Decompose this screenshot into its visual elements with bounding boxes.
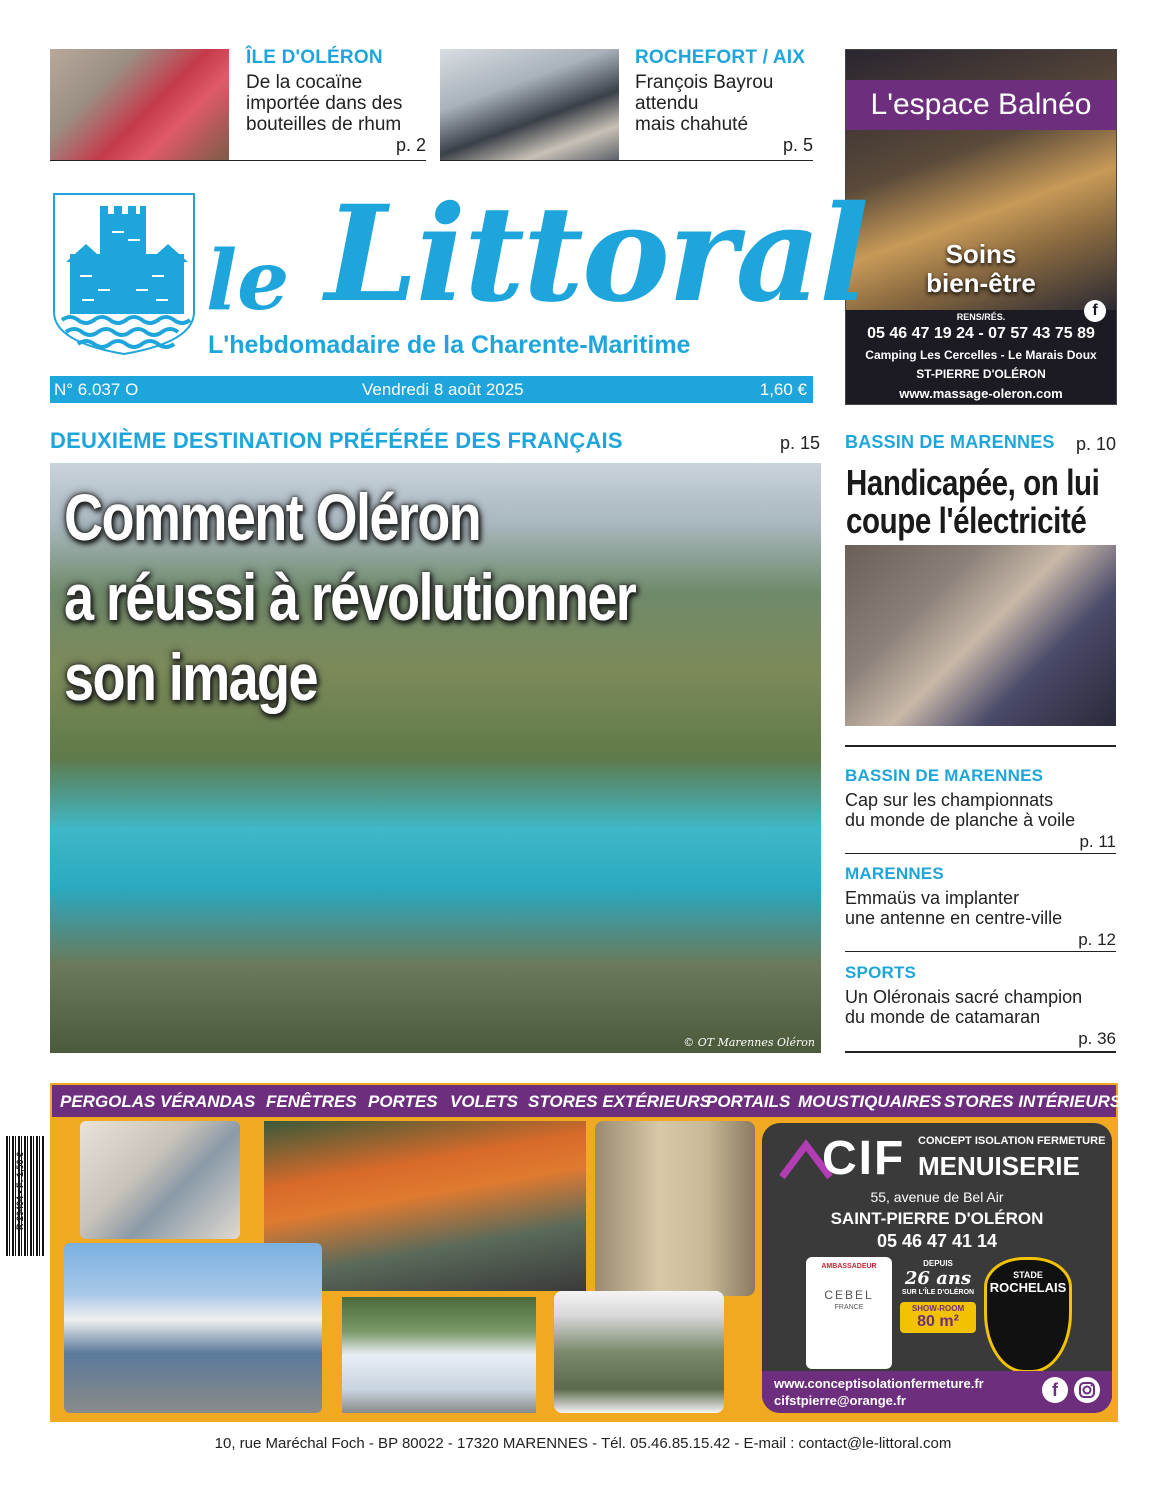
ad-cif-photo-shutters <box>80 1121 240 1239</box>
brief-title: Emmaüs va implanter une antenne en centre-ville <box>845 888 1063 928</box>
ad-cif-brand: CIF <box>822 1132 906 1185</box>
issue-price: 1,60 € <box>759 380 807 399</box>
ad-cif-town: SAINT-PIERRE D'OLÉRON <box>830 1209 1044 1228</box>
ad-cif-category: VOLETS <box>450 1092 519 1111</box>
ad-balneo-info: RENS/RÉS. 05 46 47 19 24 - 07 57 43 75 89 Camping Les Cercelles - Le Marais Doux ST-PIERRE D'OLÉRON www.massage-oleron.com <box>865 312 1097 401</box>
ad-cif-address: 55, avenue de Bel Air <box>870 1189 1004 1205</box>
brief-page-ref: p. 11 <box>1079 832 1116 851</box>
main-headline: Comment Oléron a réussi à révolutionner son image <box>64 480 636 714</box>
ad-cif-category: FENÊTRES <box>266 1092 357 1111</box>
teaser-photo-bayrou <box>440 49 619 161</box>
ad-cif-category: STORES EXTÉRIEURS <box>528 1092 711 1111</box>
brief-kicker: SPORTS <box>845 963 917 982</box>
castle-crest-icon <box>52 192 196 356</box>
ad-cif-photo-pergola <box>64 1243 322 1413</box>
footer-address: 10, rue Maréchal Foch - BP 80022 - 17320 MARENNES - Tél. 05.46.85.15.42 - E-mail : contact@le-littoral.com <box>214 1435 952 1452</box>
teaser-rule <box>50 160 426 161</box>
brief-1[interactable] <box>845 766 1116 852</box>
ad-cif-brand-tag: CONCEPT ISOLATION FERMETURE <box>918 1135 1106 1147</box>
ad-balneo-subtitle: Soins bien-être <box>926 239 1036 298</box>
instagram-icon[interactable] <box>1074 1377 1100 1403</box>
ad-cif-category: PORTAILS <box>706 1092 791 1111</box>
masthead-logo-le: le <box>206 233 290 329</box>
main-page-ref: p. 15 <box>779 433 820 453</box>
brief-kicker: BASSIN DE MARENNES <box>845 766 1044 785</box>
photo-credit: © OT Marennes Oléron <box>683 1036 815 1049</box>
ad-cif-photo-blinds <box>595 1121 755 1296</box>
brief-3[interactable] <box>845 963 1116 1049</box>
right-lead-photo <box>845 545 1116 726</box>
teaser-rochefort[interactable] <box>635 47 813 156</box>
teaser-page-ref: p. 2 <box>395 135 426 155</box>
teaser-title: De la cocaïne importée dans des bouteilles de rhum <box>246 72 403 135</box>
ad-cif-category: PORTES <box>368 1092 438 1111</box>
brief-2[interactable] <box>845 864 1116 950</box>
divider <box>845 853 1116 854</box>
badge-cebel: AMBASSADEUR CEBEL FRANCE <box>806 1257 892 1369</box>
teaser-oleron[interactable] <box>246 47 426 156</box>
ad-cif[interactable] <box>50 1083 1122 1422</box>
masthead-bar <box>50 376 813 403</box>
right-lead-page-ref: p. 10 <box>1075 434 1116 454</box>
brief-kicker: MARENNES <box>845 864 944 883</box>
ad-balneo[interactable] <box>845 49 1117 405</box>
ad-cif-category: VÉRANDAS <box>160 1092 256 1111</box>
brief-page-ref: p. 36 <box>1078 1029 1116 1048</box>
ad-cif-category: MOUSTIQUAIRES <box>798 1092 942 1111</box>
ad-cif-category: PERGOLAS <box>60 1092 156 1111</box>
teaser-kicker: ROCHEFORT / AIX <box>635 47 806 68</box>
teaser-rule <box>440 160 813 161</box>
divider <box>845 745 1116 747</box>
issue-date: Vendredi 8 août 2025 <box>362 380 524 399</box>
teaser-photo-cocaine <box>50 49 229 161</box>
divider <box>845 951 1116 952</box>
main-kicker: DEUXIÈME DESTINATION PRÉFÉRÉE DES FRANÇAIS <box>50 428 623 453</box>
ad-cif-url[interactable]: www.conceptisolationfermeture.fr <box>774 1376 984 1391</box>
divider <box>845 1051 1116 1053</box>
facebook-icon[interactable]: f <box>1084 300 1106 322</box>
badge-years: DEPUIS 26 ans SUR L'ÎLE D'OLÉRON SHOW-ROOM 80 m² <box>900 1259 976 1365</box>
ad-cif-photo-gate <box>342 1297 536 1413</box>
brief-page-ref: p. 12 <box>1078 930 1116 949</box>
teaser-title: François Bayrou attendu mais chahuté <box>635 72 774 135</box>
badge-stade-rochelais: STADE ROCHELAIS <box>984 1257 1072 1373</box>
masthead-logo-word: Littoral <box>325 177 868 332</box>
issue-number: N° 6.037 O <box>54 380 139 399</box>
ad-cif-email[interactable]: cifstpierre@orange.fr <box>774 1393 906 1408</box>
right-lead-kicker: BASSIN DE MARENNES <box>845 432 1055 452</box>
teaser-kicker: ÎLE D'OLÉRON <box>246 47 383 68</box>
barcode <box>6 1136 44 1256</box>
ad-cif-phone: 05 46 47 41 14 <box>876 1231 998 1251</box>
brief-title: Cap sur les championnats du monde de planche à voile <box>845 790 1076 830</box>
ad-balneo-title: L'espace Balnéo <box>846 80 1116 130</box>
teaser-page-ref: p. 5 <box>782 135 813 155</box>
ad-cif-photo-slider <box>554 1291 724 1413</box>
ad-cif-category: STORES INTÉRIEURS <box>944 1092 1122 1111</box>
masthead-tagline: L'hebdomadaire de la Charente-Maritime <box>208 331 691 359</box>
right-lead-headline[interactable]: Handicapée, on lui coupe l'électricité <box>846 462 1100 541</box>
main-photo[interactable] <box>50 463 821 1053</box>
ad-cif-brand-sub: MENUISERIE <box>918 1151 1080 1181</box>
barcode-text: R 29404 - F: 1,50 € <box>15 1151 25 1231</box>
facebook-icon[interactable]: f <box>1042 1377 1068 1403</box>
brief-title: Un Oléronais sacré champion du monde de catamaran <box>845 987 1083 1027</box>
